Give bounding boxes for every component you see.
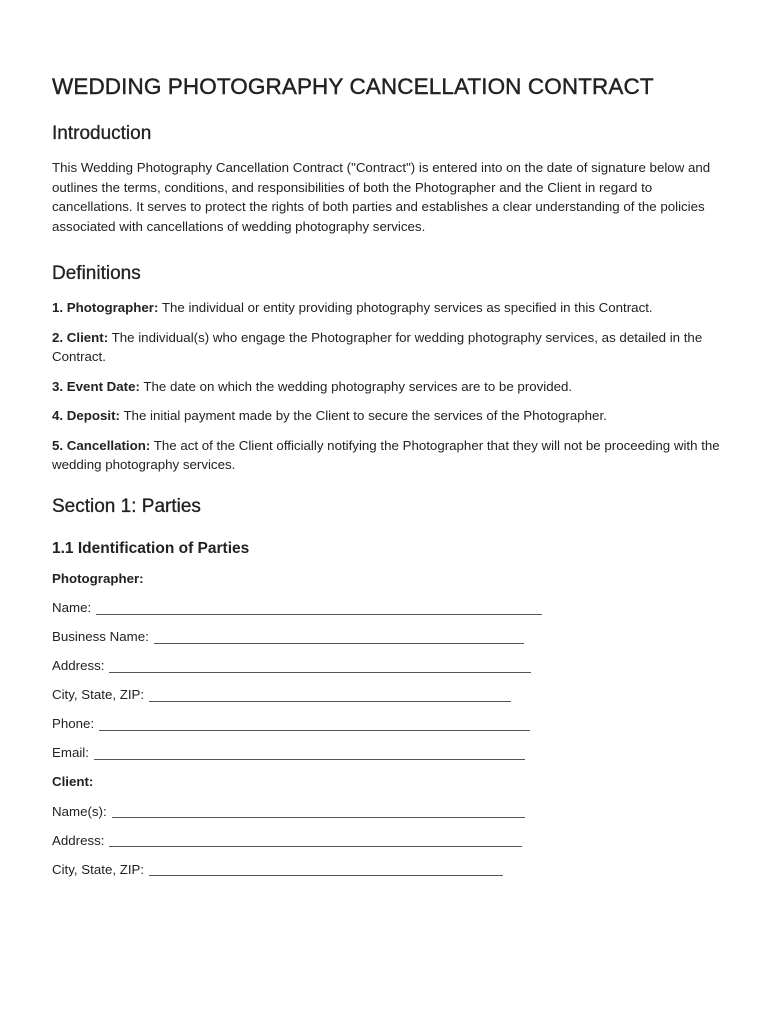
definition-item: [52, 377, 722, 397]
photographer-business-name-field[interactable]: [52, 627, 722, 647]
photographer-email-field[interactable]: [52, 743, 722, 763]
definition-term: 1. Photographer:: [52, 300, 159, 315]
definition-text: The date on which the wedding photography services are to be provided.: [139, 378, 573, 394]
definitions-heading: Definitions: [52, 263, 141, 284]
client-city-state-zip-field[interactable]: [52, 860, 722, 880]
field-label: Business Name:: [52, 629, 149, 644]
blank-line[interactable]: [149, 874, 503, 876]
blank-line[interactable]: [109, 671, 531, 673]
definition-item: [52, 436, 722, 475]
definition-item: [52, 328, 722, 367]
field-label: Name(s):: [52, 803, 107, 819]
photographer-phone-field[interactable]: [52, 714, 722, 734]
blank-line[interactable]: [112, 816, 525, 818]
blank-line[interactable]: [94, 758, 525, 760]
document-title: WEDDING PHOTOGRAPHY CANCELLATION CONTRACT: [52, 74, 654, 99]
definition-term: 2. Client:: [52, 329, 109, 345]
section1-heading: Section 1: Parties: [52, 495, 201, 517]
client-address-field[interactable]: [52, 831, 722, 851]
field-label: Email:: [52, 745, 89, 760]
photographer-address-field[interactable]: [52, 656, 722, 676]
definitions-list: [52, 298, 722, 475]
blank-line[interactable]: [154, 642, 524, 644]
field-label: City, State, ZIP:: [52, 687, 145, 702]
definition-text: The initial payment made by the Client to secure the services of the Photographer.: [119, 408, 607, 423]
definition-item: [52, 406, 722, 426]
definition-item: [52, 298, 722, 318]
field-label: City, State, ZIP:: [52, 861, 145, 877]
blank-line[interactable]: [149, 700, 511, 702]
definition-text: The individual or entity providing photography services as specified in this Contract.: [158, 300, 653, 315]
blank-line[interactable]: [109, 845, 522, 847]
introduction-body: This Wedding Photography Cancellation Contract ("Contract") is entered into on the date of signature below and outlines the terms, conditions, and responsibilities of both the Photographer and the Client in regard to cancellations. It serves to protect the rights of both parties and establishes a clear understanding of the policies associated with cancellations of wedding photography services.: [52, 160, 711, 234]
client-names-field[interactable]: [52, 802, 722, 822]
photographer-label: Photographer:: [52, 570, 144, 586]
definition-term: 3. Event Date:: [52, 378, 140, 394]
photographer-name-field[interactable]: [52, 598, 722, 618]
photographer-city-state-zip-field[interactable]: [52, 685, 722, 705]
field-label: Name:: [52, 600, 92, 615]
section1-subheading: 1.1 Identification of Parties: [52, 539, 250, 557]
blank-line[interactable]: [99, 729, 530, 731]
definition-text: The act of the Client officially notifying the Photographer that they will not be proceeding with the wedding photography services.: [52, 437, 720, 472]
definition-term: 5. Cancellation:: [52, 437, 151, 453]
blank-line[interactable]: [96, 613, 542, 615]
introduction-heading: Introduction: [52, 123, 152, 144]
definition-text: The individual(s) who engage the Photographer for wedding photography services, as detailed in the Contract.: [52, 329, 703, 364]
client-label: Client:: [52, 774, 94, 789]
field-label: Address:: [52, 832, 105, 848]
field-label: Phone:: [52, 716, 95, 731]
definition-term: 4. Deposit:: [52, 408, 120, 423]
field-label: Address:: [52, 658, 105, 673]
